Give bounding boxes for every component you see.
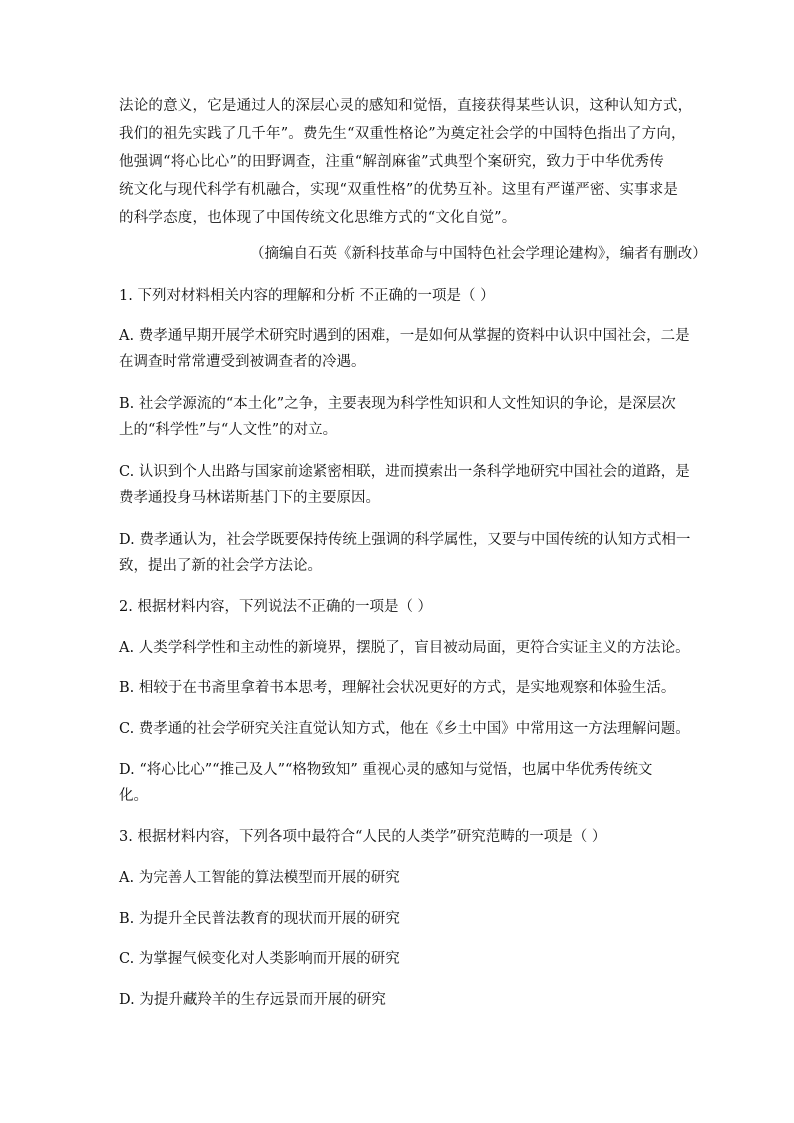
passage-paragraph <box>119 92 693 232</box>
question-3-option-b <box>119 906 679 932</box>
option-line: C. 为掌握气候变化对人类影响而开展的研究 <box>119 951 400 967</box>
option-line: 致，提出了新的社会学方法论。 <box>119 558 322 574</box>
question-3-option-d <box>119 987 679 1013</box>
option-line: A. 费孝通早期开展学术研究时遇到的困难，一是如何从掌握的资料中认识中国社会，二是 <box>119 328 690 344</box>
passage-line: 他强调“将心比心”的田野调查，注重“解剖麻雀”式典型个案研究，致力于中华优秀传 <box>119 154 664 170</box>
question-2-option-c <box>119 716 690 742</box>
option-line: D. 为提升藏羚羊的生存远景而开展的研究 <box>119 992 386 1008</box>
question-1-stem <box>119 283 679 309</box>
option-line: A. 为完善人工智能的算法模型而开展的研究 <box>119 870 400 886</box>
question-3-option-a <box>119 865 679 891</box>
option-line: 在调查时常常遭受到被调查者的冷遇。 <box>119 354 366 370</box>
question-2-option-d <box>119 757 679 809</box>
option-line: B. 相较于在书斋里拿着书本思考，理解社会状况更好的方式，是实地观察和体验生活。 <box>119 680 676 696</box>
option-line: B. 为提升全民普法教育的现状而开展的研究 <box>119 911 400 927</box>
option-line: C. 费孝通的社会学研究关注直觉认知方式，他在《乡土中国》中常用这一方法理解问题。 <box>119 721 690 737</box>
question-1-option-b <box>119 391 679 443</box>
option-line: C. 认识到个人出路与国家前途紧密相联，进而摸索出一条科学地研究中国社会的道路，是 <box>119 464 690 480</box>
question-1-option-c <box>119 459 690 511</box>
option-line: 化。 <box>119 788 148 804</box>
question-2-option-b <box>119 675 679 701</box>
passage-line: 法论的意义，它是通过人的深层心灵的感知和觉悟，直接获得某些认识，这种认知方式， <box>119 98 693 114</box>
question-1-option-a <box>119 323 690 375</box>
question-3-stem <box>119 824 679 850</box>
option-line: D. 费孝通认为，社会学既要保持传统上强调的科学属性，又要与中国传统的认知方式相一 <box>119 532 691 548</box>
question-2-stem <box>119 594 679 620</box>
option-line: 费孝通投身马林诺斯基门下的主要原因。 <box>119 490 380 506</box>
question-3-option-c <box>119 946 679 972</box>
question-1-option-d <box>119 527 691 579</box>
option-line: A. 人类学科学性和主动性的新境界，摆脱了，盲目被动局面，更符合实证主义的方法论。 <box>119 640 690 656</box>
question-stem-line: 3. 根据材料内容，下列各项中最符合“人民的人类学”研究范畴的一项是（ ） <box>119 829 607 845</box>
question-stem-line: 2. 根据材料内容，下列说法不正确的一项是（ ） <box>119 599 433 615</box>
option-line: 上的“科学性”与“人文性”的对立。 <box>119 422 338 438</box>
passage-line: 的科学态度，也体现了中国传统文化思维方式的“文化自觉”。 <box>119 210 517 226</box>
passage-line: 统文化与现代科学有机融合，实现“双重性格”的优势互补。这里有严谨严密、实事求是 <box>119 182 679 198</box>
passage-source: （摘编自石英《新科技革命与中国特色社会学理论建构》，编者有删改） <box>250 246 707 262</box>
option-line: B. 社会学源流的“本土化”之争，主要表现为科学性知识和人文性知识的争论，是深层次 <box>119 396 676 412</box>
passage-line: 我们的祖先实践了几千年”。费先生“双重性格论”为奠定社会学的中国特色指出了方向， <box>119 126 686 142</box>
option-line: D. “将心比心”“推己及人”“格物致知” 重视心灵的感知与觉悟，也属中华优秀传统文 <box>119 762 653 778</box>
question-stem-line: 1. 下列对材料相关内容的理解和分析 不正确的一项是（ ） <box>119 288 495 304</box>
question-2-option-a <box>119 635 690 661</box>
